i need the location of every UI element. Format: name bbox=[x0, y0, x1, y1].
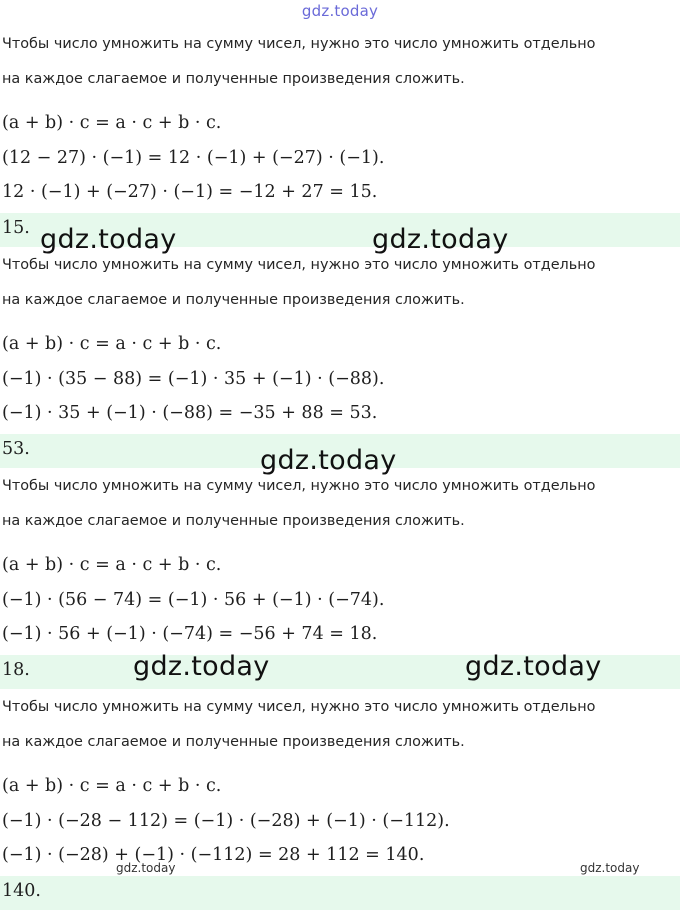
solution-step-1: (−1) · (35 − 88) = (−1) · 35 + (−1) · (−88). bbox=[2, 369, 385, 389]
watermark: gdz.today bbox=[133, 651, 270, 682]
answer-value: 53. bbox=[2, 439, 30, 459]
watermark: gdz.today bbox=[260, 445, 397, 476]
watermark-small: gdz.today bbox=[116, 861, 176, 875]
rule-text-line-2: на каждое слагаемое и полученные произведения сложить. bbox=[2, 292, 465, 308]
watermark: gdz.today bbox=[465, 651, 602, 682]
solution-step-1: (−1) · (−28 − 112) = (−1) · (−28) + (−1) · (−112). bbox=[2, 811, 450, 831]
answer-value: 140. bbox=[2, 881, 41, 901]
rule-text-line-1: Чтобы число умножить на сумму чисел, нужно это число умножить отдельно bbox=[2, 257, 596, 273]
rule-text-line-1: Чтобы число умножить на сумму чисел, нужно это число умножить отдельно bbox=[2, 36, 596, 52]
distributive-formula: (a + b) · c = a · c + b · c. bbox=[2, 334, 222, 354]
solution-step-2: (−1) · (−28) + (−1) · (−112) = 28 + 112 = 140. bbox=[2, 845, 425, 865]
rule-text-line-1: Чтобы число умножить на сумму чисел, нужно это число умножить отдельно bbox=[2, 478, 596, 494]
answer-value: 15. bbox=[2, 218, 30, 238]
rule-text-line-2: на каждое слагаемое и полученные произведения сложить. bbox=[2, 734, 465, 750]
answer-bar bbox=[0, 876, 680, 910]
header-watermark: gdz.today bbox=[301, 2, 379, 20]
distributive-formula: (a + b) · c = a · c + b · c. bbox=[2, 555, 222, 575]
solution-step-2: (−1) · 56 + (−1) · (−74) = −56 + 74 = 18. bbox=[2, 624, 378, 644]
answer-value: 18. bbox=[2, 660, 30, 680]
distributive-formula: (a + b) · c = a · c + b · c. bbox=[2, 776, 222, 796]
watermark: gdz.today bbox=[40, 224, 177, 255]
solution-step-2: 12 · (−1) + (−27) · (−1) = −12 + 27 = 15. bbox=[2, 182, 378, 202]
rule-text-line-2: на каждое слагаемое и полученные произведения сложить. bbox=[2, 513, 465, 529]
distributive-formula: (a + b) · c = a · c + b · c. bbox=[2, 113, 222, 133]
solution-step-1: (12 − 27) · (−1) = 12 · (−1) + (−27) · (−1). bbox=[2, 148, 385, 168]
watermark-small: gdz.today bbox=[580, 861, 640, 875]
solution-step-1: (−1) · (56 − 74) = (−1) · 56 + (−1) · (−74). bbox=[2, 590, 385, 610]
rule-text-line-2: на каждое слагаемое и полученные произведения сложить. bbox=[2, 71, 465, 87]
solution-step-2: (−1) · 35 + (−1) · (−88) = −35 + 88 = 53. bbox=[2, 403, 378, 423]
watermark: gdz.today bbox=[372, 224, 509, 255]
rule-text-line-1: Чтобы число умножить на сумму чисел, нужно это число умножить отдельно bbox=[2, 699, 596, 715]
